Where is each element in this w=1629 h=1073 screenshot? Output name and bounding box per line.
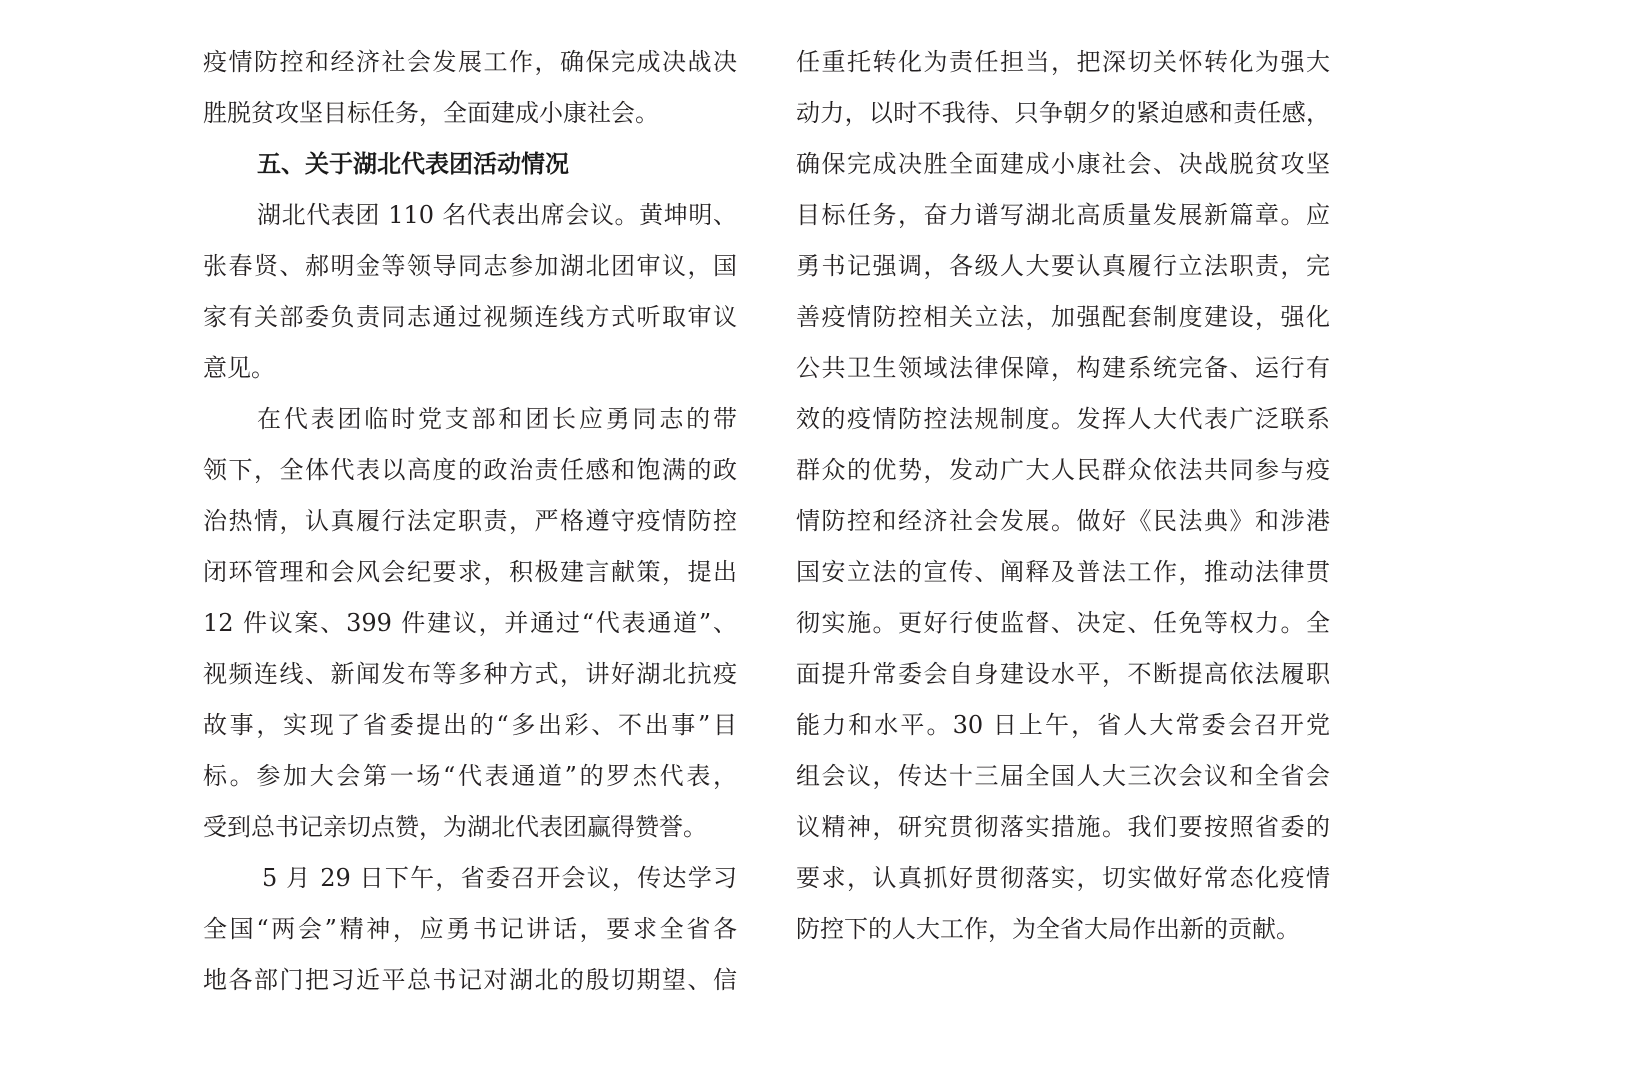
paragraph [203, 853, 737, 1006]
text-line: 故事，实现了省委提出的“多出彩、不出事”目 [203, 711, 737, 739]
text-line: 面提升常委会自身建设水平，不断提高依法履职 [796, 660, 1330, 688]
text-line: 治热情，认真履行法定职责，严格遵守疫情防控 [203, 507, 737, 535]
text-line: 领下，全体代表以高度的政治责任感和饱满的政 [203, 456, 737, 484]
text-line: 国安立法的宣传、阐释及普法工作，推动法律贯 [796, 558, 1330, 586]
text-line: 胜脱贫攻坚目标任务，全面建成小康社会。 [203, 99, 659, 127]
text-line: 在代表团临时党支部和团长应勇同志的带 [257, 405, 737, 433]
paragraph [203, 394, 737, 853]
text-line: 目标任务，奋力谱写湖北高质量发展新篇章。应 [796, 201, 1330, 229]
text-line: 要求，认真抓好贯彻落实，切实做好常态化疫情 [796, 864, 1330, 892]
text-line: 受到总书记亲切点赞，为湖北代表团赢得赞誉。 [203, 813, 707, 841]
text-line: 全国“两会”精神，应勇书记讲话，要求全省各 [203, 915, 737, 943]
paragraph [203, 190, 737, 394]
right-column [796, 37, 1330, 955]
left-column [203, 37, 737, 1006]
text-line: 能力和水平。30 日上午，省人大常委会召开党 [796, 711, 1330, 739]
continued-paragraph [203, 37, 737, 139]
text-line: 任重托转化为责任担当，把深切关怀转化为强大 [796, 48, 1330, 76]
section-heading: 五、关于湖北代表团活动情况 [257, 150, 569, 178]
text-line: 防控下的人大工作，为全省大局作出新的贡献。 [796, 915, 1300, 943]
text-line: 情防控和经济社会发展。做好《民法典》和涉港 [796, 507, 1330, 535]
text-line: 标。参加大会第一场“代表通道”的罗杰代表， [203, 762, 737, 790]
text-line: 动力，以时不我待、只争朝夕的紧迫感和责任感， [796, 99, 1330, 127]
text-line: 疫情防控和经济社会发展工作，确保完成决战决 [203, 48, 737, 76]
paragraph-continued [796, 37, 1330, 955]
text-line: 群众的优势，发动广大人民群众依法共同参与疫 [796, 456, 1330, 484]
text-line: 确保完成决胜全面建成小康社会、决战脱贫攻坚 [796, 150, 1330, 178]
text-line: 彻实施。更好行使监督、决定、任免等权力。全 [796, 609, 1330, 637]
text-line: 视频连线、新闻发布等多种方式，讲好湖北抗疫 [203, 660, 737, 688]
text-line: 地各部门把习近平总书记对湖北的殷切期望、信 [203, 966, 737, 994]
text-line: 勇书记强调，各级人大要认真履行立法职责，完 [796, 252, 1330, 280]
text-line: 5 月 29 日下午，省委召开会议，传达学习 [262, 864, 737, 892]
text-line: 善疫情防控相关立法，加强配套制度建设，强化 [796, 303, 1330, 331]
text-line: 家有关部委负责同志通过视频连线方式听取审议 [203, 303, 737, 331]
text-line: 12 件议案、399 件建议，并通过“代表通道”、 [203, 609, 737, 637]
text-line: 湖北代表团 110 名代表出席会议。黄坤明、 [257, 201, 737, 229]
text-line: 效的疫情防控法规制度。发挥人大代表广泛联系 [796, 405, 1330, 433]
text-line: 意见。 [203, 354, 275, 382]
text-line: 张春贤、郝明金等领导同志参加湖北团审议，国 [203, 252, 737, 280]
text-line: 公共卫生领域法律保障，构建系统完备、运行有 [796, 354, 1330, 382]
text-line: 组会议，传达十三届全国人大三次会议和全省会 [796, 762, 1330, 790]
text-line: 闭环管理和会风会纪要求，积极建言献策，提出 [203, 558, 737, 586]
text-line: 议精神，研究贯彻落实措施。我们要按照省委的 [796, 813, 1330, 841]
